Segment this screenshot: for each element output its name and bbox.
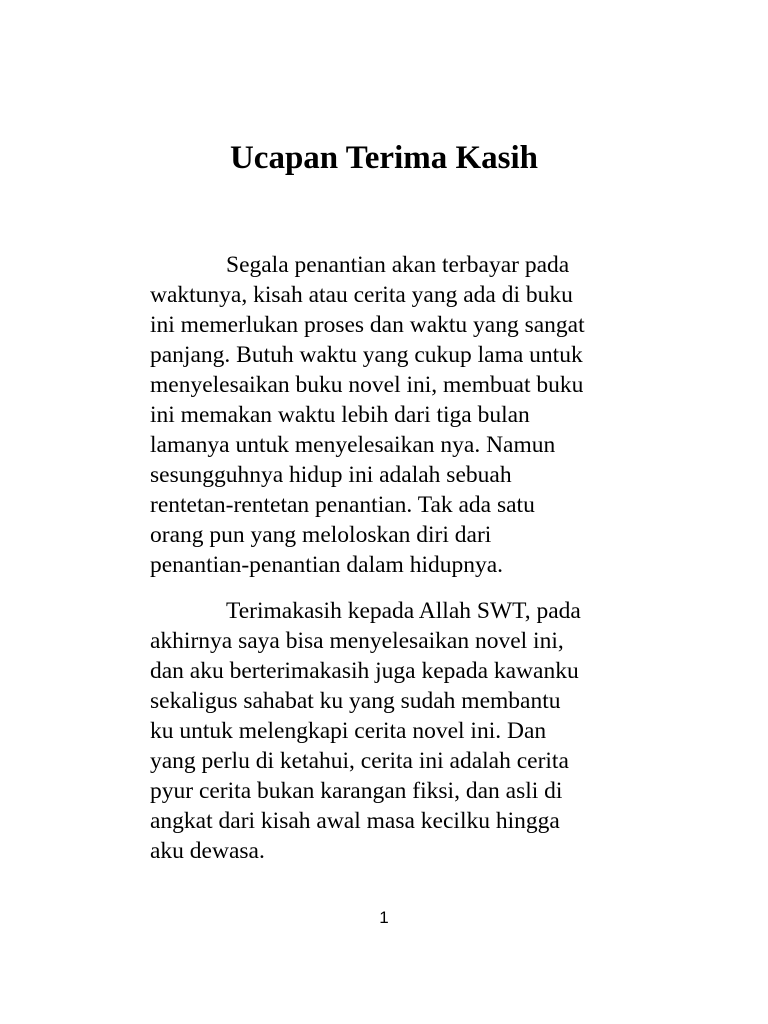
paragraph-line: ku untuk melengkapi cerita novel ini. Dan [150, 718, 547, 744]
paragraph-line: penantian-penantian dalam hidupnya. [150, 552, 504, 578]
paragraph-line: sekaligus sahabat ku yang sudah membantu [150, 688, 561, 714]
paragraph-line: angkat dari kisah awal masa kecilku hingga [150, 808, 560, 834]
paragraph-line: ini memakan waktu lebih dari tiga bulan [150, 402, 530, 428]
paragraph-line: rentetan-rentetan penantian. Tak ada satu [150, 492, 535, 518]
paragraph-line: ini memerlukan proses dan waktu yang sangat [150, 312, 585, 338]
paragraph-line: lamanya untuk menyelesaikan nya. Namun [150, 432, 556, 458]
paragraph-line: Segala penantian akan terbayar pada [226, 252, 570, 278]
paragraph-line: sesungguhnya hidup ini adalah sebuah [150, 462, 512, 488]
paragraph-line: yang perlu di ketahui, cerita ini adalah cerita [150, 748, 569, 774]
paragraph-line: pyur cerita bukan karangan fiksi, dan asli di [150, 778, 563, 804]
paragraph-line: aku dewasa. [150, 838, 265, 864]
paragraph-line: panjang. Butuh waktu yang cukup lama untuk [150, 342, 583, 368]
paragraph-2 [150, 596, 620, 866]
paragraph-line: akhirnya saya bisa menyelesaikan novel ini, [150, 628, 564, 654]
paragraph-line: dan aku berterimakasih juga kepada kawanku [150, 658, 579, 684]
paragraph-1 [150, 250, 620, 580]
paragraph-line: Terimakasih kepada Allah SWT, pada [226, 598, 581, 624]
paragraph-line: menyelesaikan buku novel ini, membuat buku [150, 372, 584, 398]
paragraph-line: orang pun yang meloloskan diri dari [150, 522, 492, 548]
page-title: Ucapan Terima Kasih [229, 140, 539, 176]
paragraph-line: waktunya, kisah atau cerita yang ada di buku [150, 282, 573, 308]
page-number: 1 [379, 908, 389, 927]
